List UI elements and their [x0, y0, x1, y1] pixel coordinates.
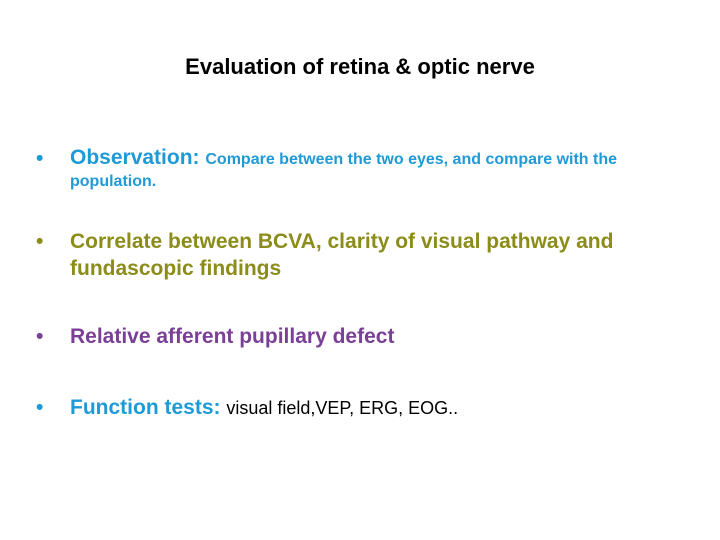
bullet-dot: • [36, 230, 44, 253]
bullet-correlate [36, 228, 676, 282]
bullet-function-tests [36, 394, 676, 421]
bullet-observation [36, 147, 676, 193]
bullet-lead: Observation: [70, 146, 206, 169]
bullet-rapd [36, 323, 676, 350]
bullet-dot: • [36, 325, 44, 348]
slide-title: Evaluation of retina & optic nerve [185, 54, 535, 79]
bullet-text: visual field,VEP, ERG, EOG.. [226, 398, 459, 418]
bullet-text: Compare between the two eyes, and compare with the population. [70, 151, 618, 190]
bullet-body [70, 394, 676, 421]
bullet-text: Correlate between BCVA, clarity of visual pathway and fundascopic findings [70, 230, 614, 280]
bullet-dot: • [36, 396, 44, 419]
bullet-dot: • [36, 147, 44, 170]
bullet-text: Relative afferent pupillary defect [70, 325, 395, 348]
bullet-lead: Function tests: [70, 396, 227, 419]
bullet-body [70, 147, 676, 193]
